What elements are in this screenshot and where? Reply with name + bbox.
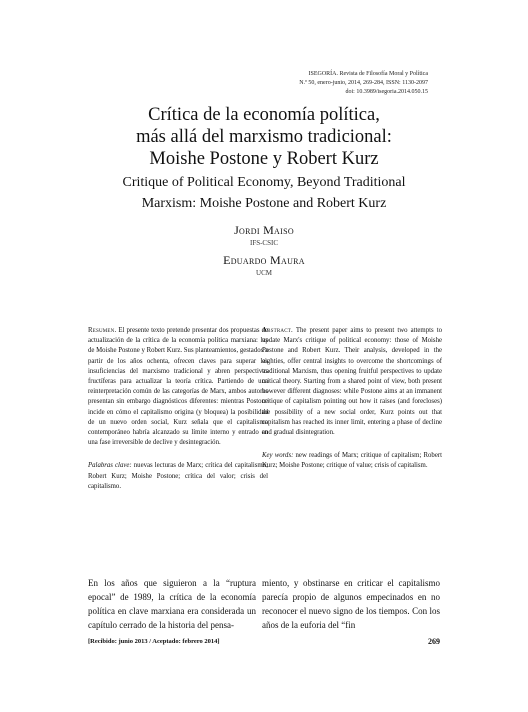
resumen-paragraph bbox=[88, 326, 268, 448]
key-words-label: Key words: bbox=[262, 452, 294, 460]
journal-line-2: N.º 50, enero-junio, 2014, 269-284, ISSN: 1130-2097 bbox=[299, 80, 428, 86]
resumen-column bbox=[88, 326, 268, 492]
title-english-line-2: Marxism: Moishe Postone and Robert Kurz bbox=[141, 196, 387, 211]
resumen-label: Resumen. bbox=[88, 327, 117, 334]
author-affiliation: UCM bbox=[256, 269, 272, 277]
body-text-left: En los años que siguieron a la “ruptura epocal” de 1989, la crítica de la economía política en clave marxiana era considerada un capítulo cerrado de la historia del pensa- bbox=[88, 578, 256, 630]
key-words-paragraph bbox=[262, 451, 442, 471]
title-spanish-line-3: Moishe Postone y Robert Kurz bbox=[149, 149, 379, 169]
title-english bbox=[100, 172, 428, 214]
resumen-text: El presente texto pretende presentar dos propuestas de actualización de la crítica de la economía política marxiana: las de Moishe Postone y Robert Kurz. Sus planteamientos, gestados a partir de los años ochenta, ofrecen claves para superar las insuficiencias del marxismo tradicional y abren perspectivas fructíferas para actualizar la teoría crítica. Partiendo de una reinterpretación común de las categorías de Marx, ambos autores presentan sin embargo diagnósticos diferentes: mientras Postone incide en cómo el capitalismo origina (y bloquea) la posibilidad de un nuevo orden social, Kurz señala que el capitalismo contemporáneo habría alcanzado su límite interno y entrado en una fase irreversible de declive y desintegración. bbox=[88, 327, 268, 447]
key-words-text: new readings of Marx; critique of capitalism; Robert Kurz; Moishe Postone; critique of value; crisis of capitalism. bbox=[262, 452, 442, 470]
abstract-text: The present paper aims to present two attempts to update Marx's critique of political economy: those of Moishe Postone and Robert Kurz. Their analysis, developed in the eighties, offer central insights to overcome the shortcomings of traditional Marxism, thus opening fruitful perspectives to update critical theory. Starting from a shared point of view, both present however different diagnoses: while Postone aims at an immanent critique of capitalism pointing out how it raises (and forecloses) the possibility of a new social order, Kurz points out that capitalism has reached its inner limit, entering a phase of decline and gradual disintegration. bbox=[262, 327, 442, 437]
authors-block bbox=[100, 222, 428, 282]
abstract-column bbox=[262, 326, 442, 472]
title-spanish-line-2: más allá del marxismo tradicional: bbox=[136, 127, 392, 147]
abstract-label: Abstract. bbox=[262, 327, 293, 334]
title-english-line-1: Critique of Political Economy, Beyond Traditional bbox=[122, 175, 406, 190]
title-spanish bbox=[100, 104, 428, 170]
palabras-clave-paragraph bbox=[88, 461, 268, 492]
journal-header bbox=[299, 70, 428, 97]
author-name: Jordi Maiso bbox=[234, 223, 294, 237]
page-number: 269 bbox=[428, 637, 440, 646]
title-block bbox=[100, 104, 428, 214]
palabras-clave-text: nuevas lecturas de Marx; crítica del capitalismo; Robert Kurz; Moishe Postone; crítica del valor; crisis del capitalismo. bbox=[88, 462, 268, 490]
title-spanish-line-1: Crítica de la economía política, bbox=[148, 105, 380, 125]
palabras-clave-label: Palabras clave: bbox=[88, 462, 132, 470]
received-accepted-dates: [Recibido: junio 2013 / Aceptado: febrero 2014] bbox=[88, 638, 220, 645]
author-name: Eduardo Maura bbox=[223, 253, 305, 267]
abstract-paragraph bbox=[262, 326, 442, 438]
journal-line-1: ISEGORÍA. Revista de Filosofía Moral y Política bbox=[308, 71, 428, 77]
body-text-right: miento, y obstinarse en criticar el capitalismo parecía propio de algunos empecinados en no reconocer el nuevo signo de los tiempos. Con los años de la euforia del “fin bbox=[262, 578, 440, 630]
journal-doi: doi: 10.3989/isegoria.2014.050.15 bbox=[345, 89, 428, 95]
author-affiliation: IFS-CSIC bbox=[249, 239, 278, 247]
